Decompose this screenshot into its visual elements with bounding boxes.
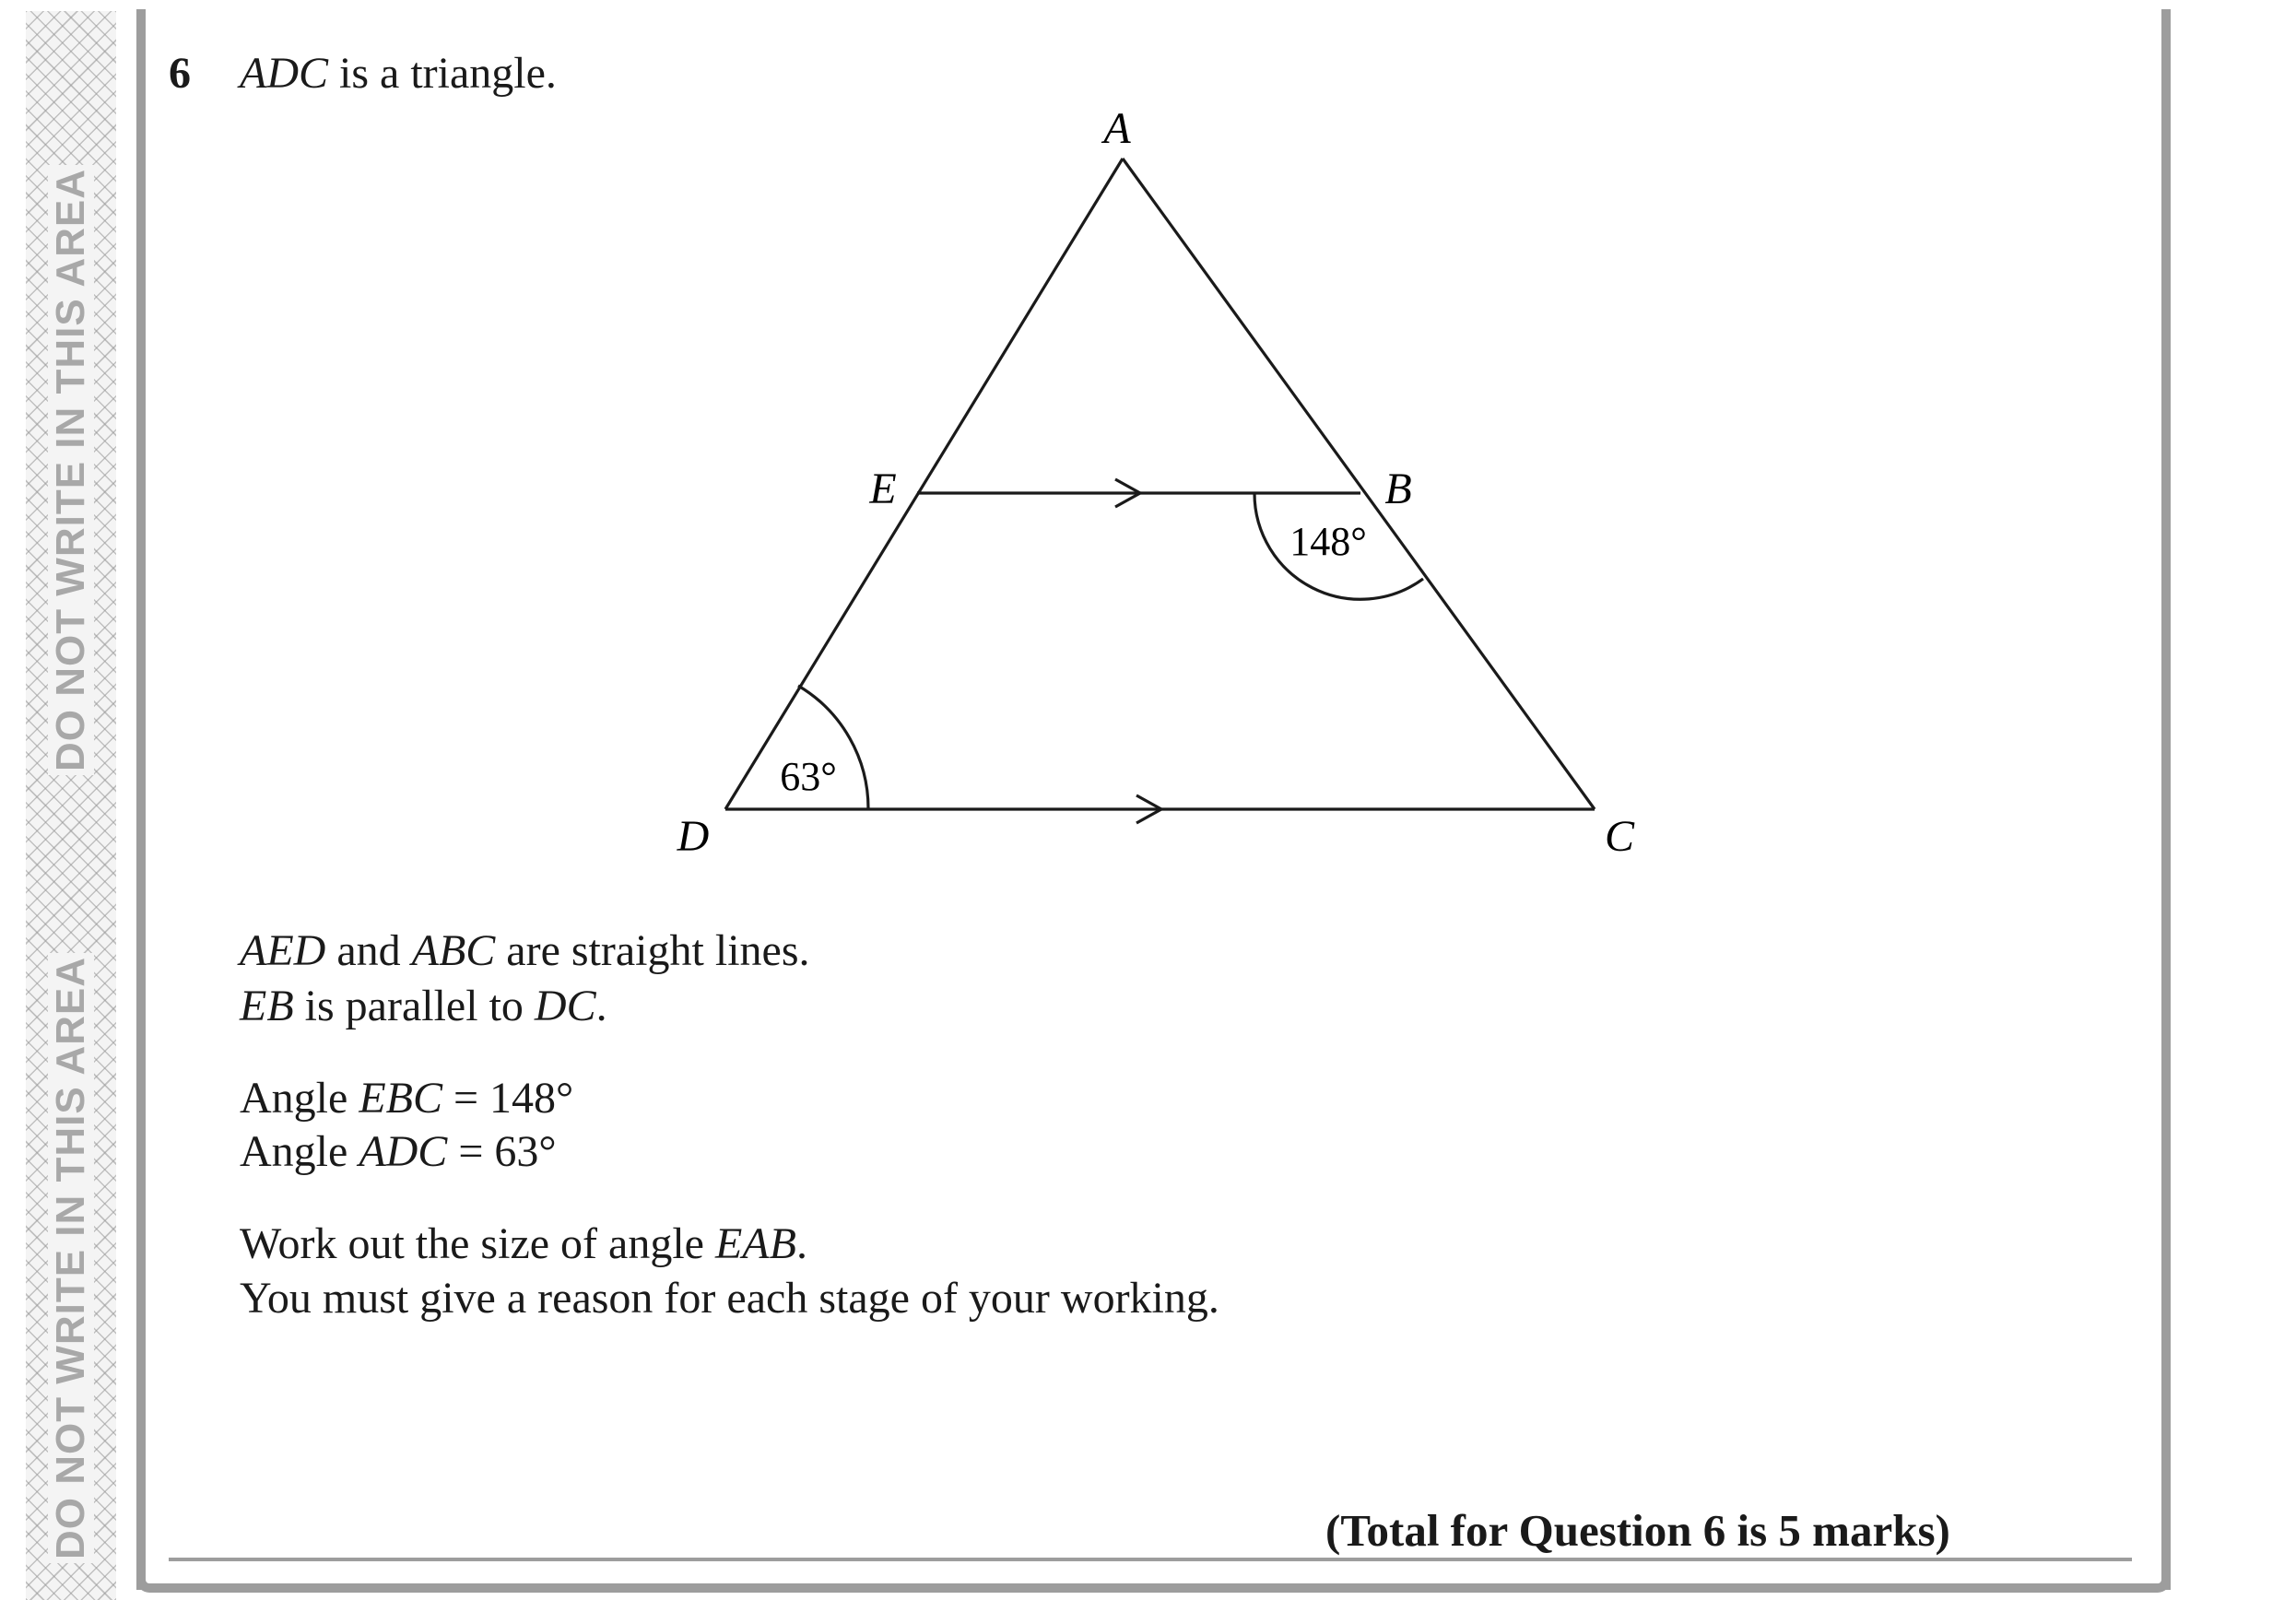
label-b: B [1384,465,1412,513]
question-number: 6 [169,49,191,98]
statement-angle-ebc [240,1073,573,1124]
side-ad [725,159,1123,809]
intro-triangle-name: ADC [240,49,328,98]
angle-name-eab: EAB [714,1219,796,1268]
line-aed: AED [240,926,326,975]
statement-angle-adc [240,1126,557,1177]
text-straight-lines: are straight lines. [495,926,810,975]
label-e: E [869,465,897,513]
statement-straight-lines [240,925,810,976]
instruction-work-out [240,1218,807,1269]
line-dc: DC [534,982,596,1030]
instruction-give-reason: You must give a reason for each stage of your working. [240,1274,1219,1323]
text-angle: Angle [240,1127,359,1176]
angle-value-ebc: = 148° [442,1074,574,1123]
label-d: D [677,812,710,861]
total-marks: (Total for Question 6 is 5 marks) [1325,1505,1950,1556]
margin-warning-upper: DO NOT WRITE IN THIS AREA [48,165,94,775]
angle-value-adc: = 63° [447,1127,557,1176]
line-abc: ABC [411,926,496,975]
text-period: . [595,982,607,1030]
text-period: . [795,1219,807,1268]
angle-adc-value: 63° [780,754,837,799]
angle-ebc-value: 148° [1289,519,1367,564]
statement-parallel [240,981,607,1031]
intro-rest: is a triangle. [328,49,557,98]
angle-name-adc: ADC [359,1127,448,1176]
label-c: C [1604,812,1635,861]
margin-warning-lower: DO NOT WRITE IN THIS AREA [48,953,94,1563]
bottom-rule [169,1558,2132,1561]
text-work-out: Work out the size of angle [240,1219,715,1268]
label-a: A [1103,104,1131,153]
text-and: and [325,926,412,975]
line-eb: EB [240,982,294,1030]
text-angle: Angle [240,1074,359,1123]
text-parallel-to: is parallel to [293,982,535,1030]
side-ac [1123,159,1595,809]
angle-name-ebc: EBC [359,1074,442,1123]
